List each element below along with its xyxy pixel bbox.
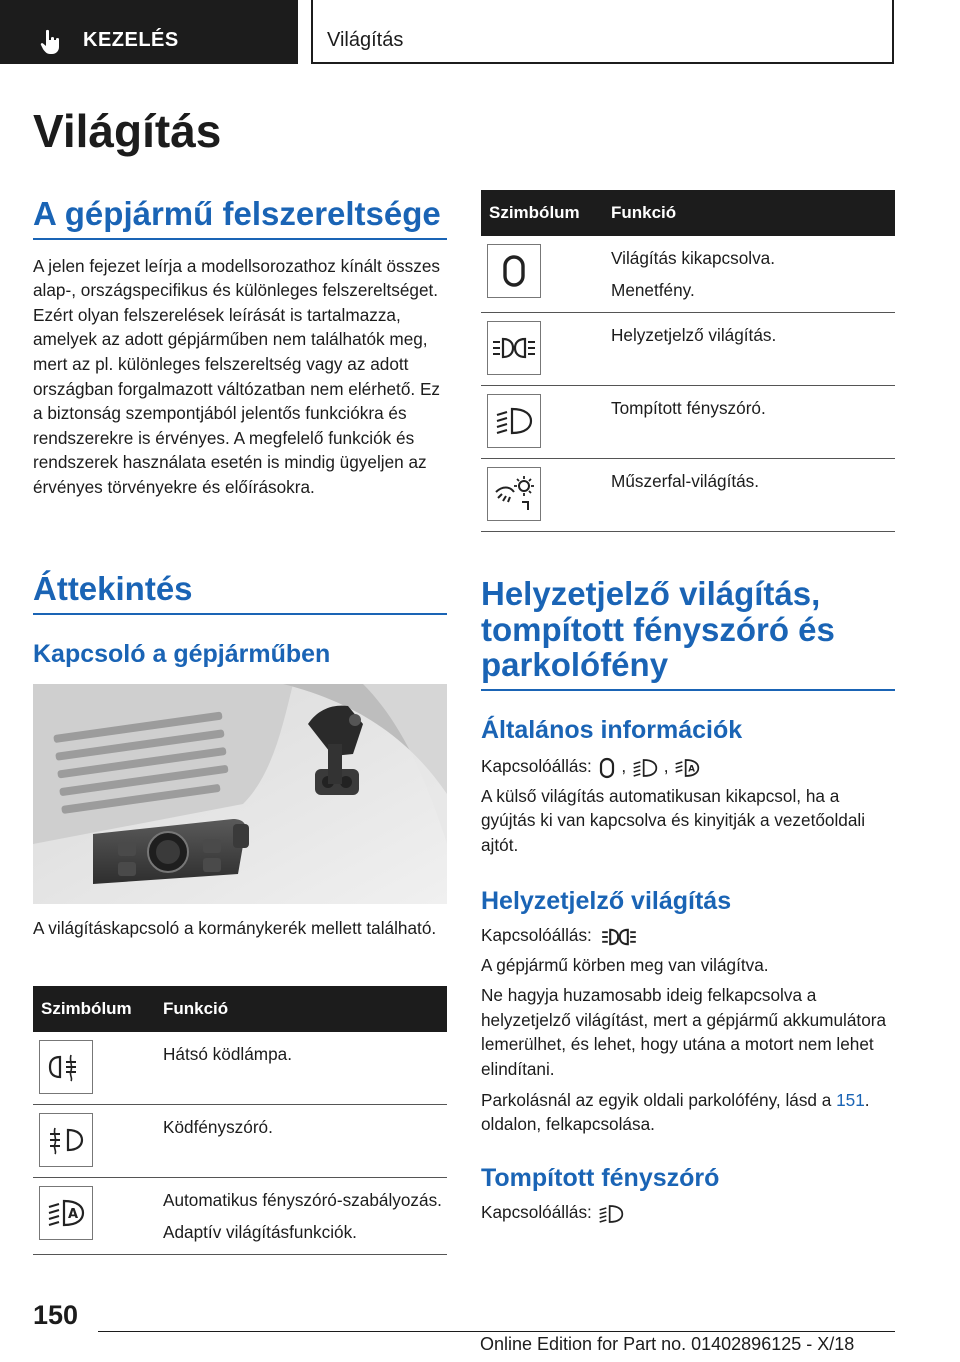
switch-label: Kapcsolóállás: — [481, 1202, 592, 1223]
section-label: KEZELÉS — [83, 29, 179, 51]
p3-text-before: Parkolásnál az egyik oldali parkolófény, lásd a — [481, 1089, 837, 1110]
table-row — [481, 313, 895, 386]
parking-section — [481, 576, 895, 1226]
low-beam-icon — [597, 1202, 625, 1226]
page-number: 150 — [33, 1300, 79, 1330]
parking-light-heading: Helyzetjelző világítás — [481, 886, 732, 915]
chapter-label: Világítás — [327, 29, 404, 51]
header-section-tab — [0, 0, 298, 64]
light-switch-photo — [33, 684, 447, 904]
low-beam-icon — [631, 756, 659, 780]
switch-label: Kapcsolóállás: — [481, 756, 592, 777]
page-link-151[interactable]: 151 — [836, 1089, 865, 1110]
left-symbol-table-wrap — [33, 986, 447, 1255]
parking-light-icon — [487, 321, 541, 375]
left-symbol-table — [33, 986, 447, 1255]
general-body: A külső világítás automatikusan kikapcsol, ha a gyújtás ki van kapcsolva és kinyitják a vezetőoldali ajtót. — [481, 785, 866, 856]
auto-headlight-icon — [673, 756, 701, 780]
footer-divider — [98, 1331, 895, 1332]
function-text: Adaptív világításfunkciók. — [163, 1222, 357, 1242]
parking-light-switch-position — [481, 923, 895, 948]
general-info-heading: Általános információk — [481, 715, 743, 744]
auto-headlight-icon — [39, 1186, 93, 1240]
general-switch-positions — [481, 754, 895, 779]
function-text: Ködfényszóró. — [163, 1117, 273, 1137]
photo-caption-block — [33, 916, 447, 941]
svg-text:A: A — [67, 1207, 79, 1222]
p3-text-after: . oldalon, felkapcsolása. — [481, 1089, 870, 1135]
function-text: Helyzetjelző világítás. — [611, 325, 777, 345]
instrument-lighting-icon — [487, 467, 541, 521]
col-symbol-header: Szimbólum — [481, 190, 607, 236]
parking-section-heading: Helyzetjelző világítás, tompított fényszóró és parkolófény — [481, 576, 895, 691]
table-row — [481, 459, 895, 532]
overview-heading: Áttekintés — [33, 571, 447, 615]
table-row — [33, 1178, 447, 1255]
right-symbol-table-wrap — [481, 190, 895, 532]
header-chapter-tab — [311, 0, 894, 64]
table-row — [481, 386, 895, 459]
low-beam-switch-position — [481, 1200, 895, 1225]
lights-off-icon — [487, 244, 541, 298]
right-symbol-table — [481, 190, 895, 532]
switch-label: Kapcsolóállás: — [481, 925, 592, 946]
svg-text:A: A — [688, 764, 696, 775]
table-row — [33, 1105, 447, 1178]
function-text: Tompított fényszóró. — [611, 398, 766, 418]
switch-subheading: Kapcsoló a gépjárműben — [33, 639, 331, 668]
equipment-section — [33, 196, 447, 500]
col-function-header: Funkció — [607, 190, 895, 236]
function-text: Hátsó ködlámpa. — [163, 1044, 292, 1064]
col-symbol-header: Szimbólum — [33, 986, 159, 1032]
function-text: Automatikus fényszóró-szabályozás. — [163, 1190, 442, 1210]
hand-pointer-icon — [40, 29, 62, 55]
low-beam-icon — [487, 394, 541, 448]
separator: , — [663, 756, 669, 777]
rear-fog-lamp-icon — [39, 1040, 93, 1094]
function-text: Menetfény. — [611, 280, 695, 300]
overview-section — [33, 571, 447, 668]
low-beam-heading: Tompított fényszóró — [481, 1163, 720, 1192]
parking-light-p3 — [481, 1088, 895, 1137]
parking-light-icon — [597, 925, 641, 949]
equipment-body: A jelen fejezet leírja a modellsorozathoz kínált összes alap-, országspecifikus és különleges felszereltséget. Ezért olyan felszerelések leírását is tartalmazza, amelyek az adott gépjárműben nem találhatók meg, mert az pl. különleges felszereltség vagy az adott országban forgalmazott váltózatban nem elérhető. Ez a biztonság szempontjából jelentős funkciókra és rendszerekre is érvényes. A megfelelő funkciók és rendszerek használata esetén is mindig ügyeljen az érvényes törvényekre és előírásokra. — [33, 255, 441, 497]
front-fog-lamp-icon — [39, 1113, 93, 1167]
table-row — [33, 1032, 447, 1105]
table-row — [481, 236, 895, 313]
parking-light-p2: Ne hagyja huzamosabb ideig felkapcsolva a helyzetjelző világítást, mert a gépjármű akkumulátora lemerülhet, és lehet, hogy utána a motort nem lehet elindítani. — [481, 985, 887, 1079]
equipment-heading: A gépjármű felszereltsége — [33, 196, 447, 240]
separator: , — [621, 756, 627, 777]
function-text: Műszerfal-világítás. — [611, 471, 760, 491]
edition-note: Online Edition for Part no. 01402896125 - X/18 — [480, 1334, 855, 1354]
function-text: Világítás kikapcsolva. — [611, 248, 776, 268]
photo-caption: A világításkapcsoló a kormánykerék mellett található. — [33, 918, 437, 938]
lights-off-icon — [597, 756, 617, 780]
parking-light-p1: A gépjármű körben meg van világítva. — [481, 954, 769, 975]
col-function-header: Funkció — [159, 986, 447, 1032]
page-title: Világítás — [33, 105, 222, 157]
